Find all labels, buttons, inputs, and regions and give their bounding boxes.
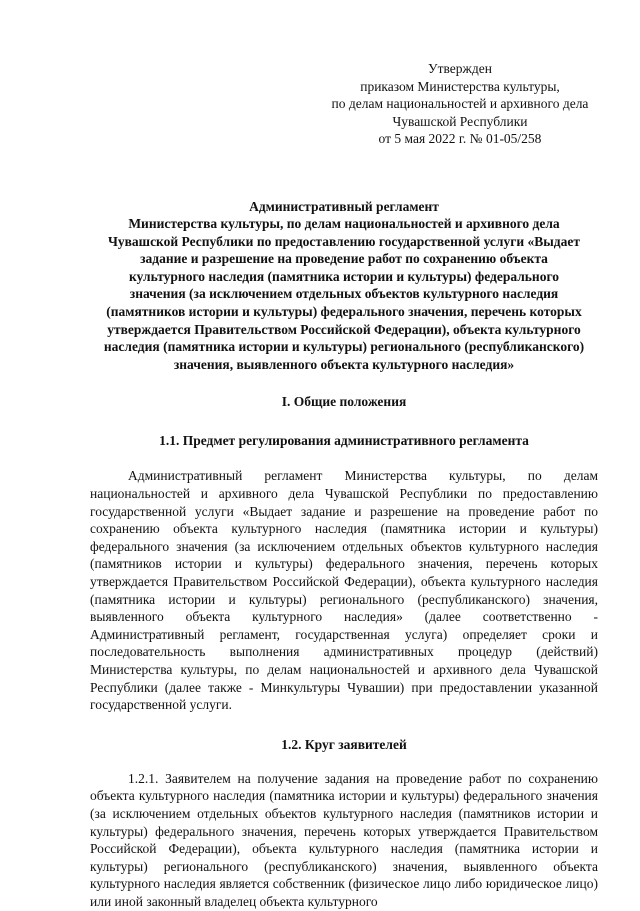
approval-line: приказом Министерства культуры, bbox=[360, 78, 560, 94]
title-line: значения (за исключением отдельных объектов культурного наследия bbox=[129, 286, 559, 302]
section-heading-subject: 1.1. Предмет регулирования административного регламента bbox=[159, 433, 529, 449]
section-heading-general: I. Общие положения bbox=[281, 394, 407, 410]
title-line: культурного наследия (памятника истории и культуры) федерального bbox=[129, 268, 559, 284]
title-line: Административный регламент bbox=[249, 198, 439, 214]
title-line: (памятников истории и культуры) федерального значения, перечень которых bbox=[106, 304, 582, 320]
subject-paragraph: Административный регламент Министерства культуры, по делам национальностей и архивного дела Чувашской Республики по предоставлению государственной услуги «Выдает задание и разрешение на проведение работ по сохранению объекта культурного наследия (памятника истории и культуры) федерального значения (за исключением отдельных объектов культурного наследия (памятников истории и культуры) федерального значения, перечень которых утверждается Правительством Российской Федерации), объекта культурного наследия (памятника истории и культуры) регионального (республиканского) значения, выявленного объекта культурного наследия» (далее соответственно - Административный регламент, государственная услуга) определяет сроки и последовательность выполнения административных процедур (действий) Министерства культуры, по делам национальностей и архивного дела Чувашской Республики (далее также - Минкультуры Чувашии) при предоставлении указанной государственной услуги. bbox=[90, 468, 598, 713]
title-line: Министерства культуры, по делам национальностей и архивного дела bbox=[128, 216, 560, 232]
approval-line: от 5 мая 2022 г. № 01-05/258 bbox=[378, 131, 542, 146]
title-line: наследия (памятника истории и культуры) регионального (республиканского) bbox=[103, 339, 585, 355]
title-line: Чувашской Республики по предоставлению государственной услуги «Выдает bbox=[107, 233, 581, 249]
section-heading-applicants: 1.2. Круг заявителей bbox=[281, 736, 407, 752]
approval-line: по делам национальностей и архивного дела bbox=[331, 96, 589, 111]
title-line: значения, выявленного объекта культурного наследия» bbox=[173, 356, 515, 372]
approval-line: Чувашской Республики bbox=[392, 113, 528, 129]
approval-line: Утвержден bbox=[428, 61, 492, 76]
applicants-paragraph: 1.2.1. Заявителем на получение задания на проведение работ по сохранению объекта культурного наследия (памятника истории и культуры) федерального значения (за исключением отдельных объектов культурного наследия (памятников истории и культуры) федерального значения, перечень которых утверждается Правительством Российской Федерации), объекта культурного наследия (памятника истории и культуры) регионального (республиканского) значения, выявленного объекта культурного наследия является собственник (физическое лицо либо юридическое лицо) или иной законный владелец объекта культурного bbox=[90, 770, 598, 909]
approval-stamp bbox=[322, 60, 598, 148]
document-title bbox=[90, 198, 598, 374]
title-line: задание и разрешение на проведение работ по сохранению объекта bbox=[140, 251, 548, 267]
title-line: утверждается Правительством Российской Федерации), объекта культурного bbox=[107, 321, 581, 337]
